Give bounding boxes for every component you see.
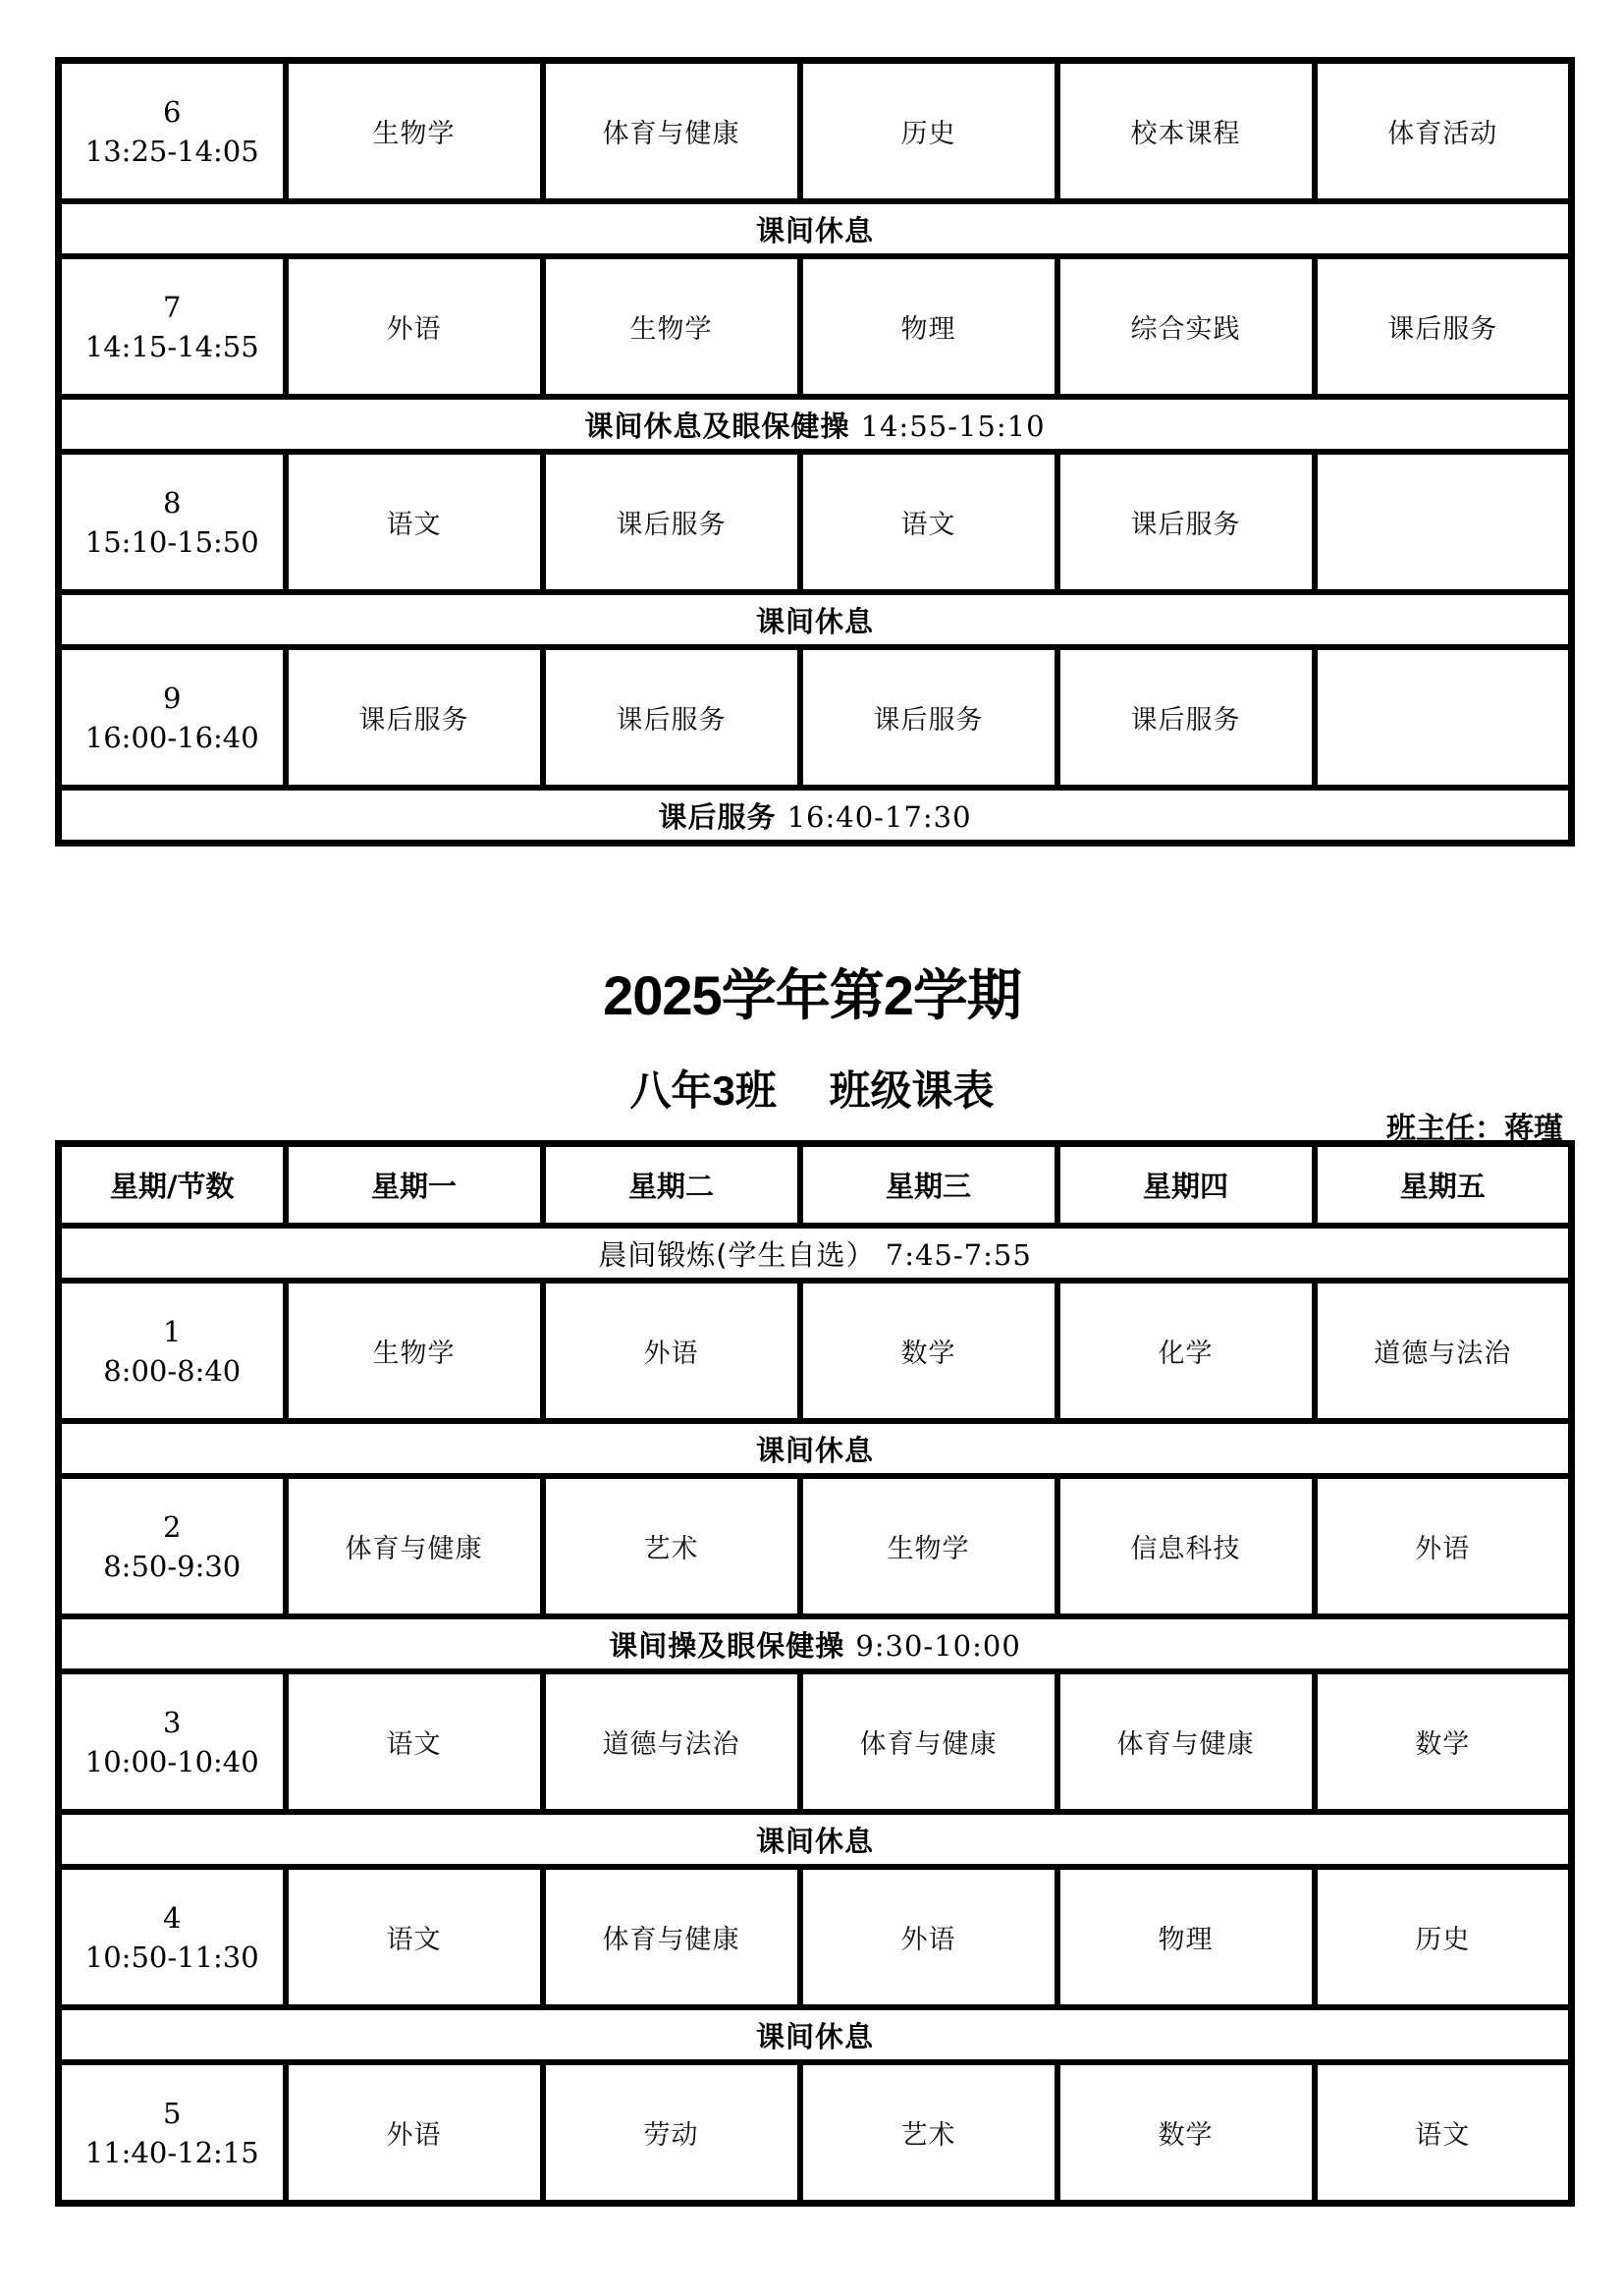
period-row-8 (59, 452, 1572, 592)
period-time: 15:10-15:50 (84, 524, 259, 559)
period-number: 6 (163, 94, 182, 129)
period-number: 8 (163, 485, 182, 519)
break-row (59, 1421, 1572, 1476)
header-cell-fri: 星期五 (1315, 1144, 1572, 1227)
subject-cell-fri (1315, 647, 1572, 788)
period-row-3 (59, 1671, 1572, 1812)
break-row (59, 592, 1572, 647)
period-number: 9 (163, 681, 182, 715)
period-number: 2 (163, 1509, 182, 1544)
subject-cell-wed: 物理 (800, 256, 1057, 397)
subject-cell-tue: 课后服务 (543, 647, 800, 788)
period-cell (59, 256, 286, 397)
subject-cell-mon: 外语 (286, 256, 543, 397)
period-number: 3 (163, 1705, 182, 1739)
subject-cell-wed: 历史 (800, 61, 1057, 202)
period-time: 10:50-11:30 (84, 1940, 259, 1974)
subject-cell-tue: 艺术 (543, 1476, 800, 1616)
subject-cell-thu: 课后服务 (1057, 647, 1315, 788)
break-label: 课间休息及眼保健操 (584, 409, 850, 443)
subject-cell-mon: 语文 (286, 1867, 543, 2007)
period-time: 14:15-14:55 (84, 329, 259, 363)
subject-cell-mon: 语文 (286, 452, 543, 592)
subject-cell-mon: 语文 (286, 1671, 543, 1812)
period-row-6 (59, 61, 1572, 202)
subject-cell-fri: 外语 (1315, 1476, 1572, 1616)
break-row (59, 397, 1572, 452)
header-cell-period: 星期/节数 (59, 1144, 286, 1227)
subject-cell-tue: 外语 (543, 1281, 800, 1421)
period-row-5 (59, 2062, 1572, 2204)
header-cell-wed: 星期三 (800, 1144, 1057, 1227)
subject-cell-tue: 劳动 (543, 2062, 800, 2204)
period-row-2 (59, 1476, 1572, 1616)
break-label: 晨间锻炼(学生自选） (598, 1237, 876, 1272)
period-time: 10:00-10:40 (84, 1744, 259, 1778)
break-label: 课间休息 (755, 2019, 874, 2053)
subject-cell-wed: 课后服务 (800, 647, 1057, 788)
break-label: 课间休息 (755, 1433, 874, 1467)
subject-cell-tue: 生物学 (543, 256, 800, 397)
subject-cell-thu: 化学 (1057, 1281, 1315, 1421)
document-subtitle: 八年3班 班级课表 (629, 1067, 995, 1114)
subject-cell-thu: 体育与健康 (1057, 1671, 1315, 1812)
timetable-afternoon (55, 57, 1575, 847)
subject-cell-fri: 道德与法治 (1315, 1281, 1572, 1421)
subject-cell-thu: 课后服务 (1057, 452, 1315, 592)
subject-cell-mon: 外语 (286, 2062, 543, 2204)
break-row (59, 2007, 1572, 2062)
subject-cell-fri: 体育活动 (1315, 61, 1572, 202)
subject-cell-mon: 课后服务 (286, 647, 543, 788)
break-time: 14:55-15:10 (860, 409, 1046, 443)
period-cell (59, 452, 286, 592)
break-label: 课间休息 (755, 213, 874, 247)
timetable-body (59, 61, 1572, 844)
break-row (59, 1812, 1572, 1867)
period-row-1 (59, 1281, 1572, 1421)
break-cell (59, 1226, 1572, 1281)
header-cell-tue: 星期二 (543, 1144, 800, 1227)
break-cell (59, 397, 1572, 452)
morning-exercise-row (59, 1226, 1572, 1281)
period-cell (59, 2062, 286, 2204)
period-row-7 (59, 256, 1572, 397)
break-row (59, 788, 1572, 844)
subject-cell-tue: 体育与健康 (543, 1867, 800, 2007)
break-label: 课后服务 (658, 799, 777, 834)
period-time: 11:40-12:15 (84, 2135, 259, 2169)
period-row-9 (59, 647, 1572, 788)
break-time: 7:45-7:55 (885, 1237, 1032, 1272)
subject-cell-tue: 道德与法治 (543, 1671, 800, 1812)
subject-cell-fri: 数学 (1315, 1671, 1572, 1812)
break-label: 课间休息 (755, 1824, 874, 1858)
subject-cell-mon: 体育与健康 (286, 1476, 543, 1616)
period-cell (59, 1476, 286, 1616)
period-time: 8:50-9:30 (103, 1549, 242, 1583)
subject-cell-tue: 体育与健康 (543, 61, 800, 202)
subject-cell-thu: 校本课程 (1057, 61, 1315, 202)
period-time: 13:25-14:05 (84, 134, 259, 168)
period-cell (59, 61, 286, 202)
subject-cell-wed: 数学 (800, 1281, 1057, 1421)
document-title: 2025学年第2学期 (603, 964, 1021, 1026)
break-time: 16:40-17:30 (786, 799, 972, 834)
header-cell-thu: 星期四 (1057, 1144, 1315, 1227)
break-cell (59, 201, 1572, 256)
period-cell (59, 1867, 286, 2007)
subject-cell-thu: 综合实践 (1057, 256, 1315, 397)
break-time: 9:30-10:00 (855, 1628, 1021, 1663)
subject-cell-wed: 外语 (800, 1867, 1057, 2007)
subject-cell-mon: 生物学 (286, 61, 543, 202)
subject-cell-tue: 课后服务 (543, 452, 800, 592)
break-cell (59, 788, 1572, 844)
break-label: 课间休息 (755, 604, 874, 638)
period-number: 5 (163, 2096, 182, 2130)
subject-cell-thu: 数学 (1057, 2062, 1315, 2204)
period-time: 8:00-8:40 (103, 1353, 242, 1388)
subject-cell-wed: 体育与健康 (800, 1671, 1057, 1812)
subject-cell-fri (1315, 452, 1572, 592)
period-cell (59, 647, 286, 788)
timetable-body (59, 1144, 1572, 2204)
subject-cell-wed: 艺术 (800, 2062, 1057, 2204)
homeroom-teacher-label: 班主任：蒋瑾 (1386, 1112, 1563, 1146)
subject-cell-fri: 历史 (1315, 1867, 1572, 2007)
period-cell (59, 1671, 286, 1812)
break-cell (59, 1616, 1572, 1671)
timetable-morning (55, 1140, 1575, 2207)
header-cell-mon: 星期一 (286, 1144, 543, 1227)
period-row-4 (59, 1867, 1572, 2007)
subject-cell-thu: 信息科技 (1057, 1476, 1315, 1616)
period-cell (59, 1281, 286, 1421)
break-cell (59, 1812, 1572, 1867)
break-cell (59, 592, 1572, 647)
period-time: 16:00-16:40 (84, 720, 259, 754)
subject-cell-wed: 语文 (800, 452, 1057, 592)
subject-cell-mon: 生物学 (286, 1281, 543, 1421)
subject-cell-fri: 课后服务 (1315, 256, 1572, 397)
break-label: 课间操及眼保健操 (609, 1628, 845, 1663)
header-row (59, 1144, 1572, 1227)
break-cell (59, 1421, 1572, 1476)
subject-cell-wed: 生物学 (800, 1476, 1057, 1616)
break-cell (59, 2007, 1572, 2062)
period-number: 1 (163, 1314, 182, 1348)
period-number: 7 (163, 290, 182, 324)
period-number: 4 (163, 1900, 182, 1935)
subject-cell-fri: 语文 (1315, 2062, 1572, 2204)
subject-cell-thu: 物理 (1057, 1867, 1315, 2007)
break-row (59, 201, 1572, 256)
break-row (59, 1616, 1572, 1671)
